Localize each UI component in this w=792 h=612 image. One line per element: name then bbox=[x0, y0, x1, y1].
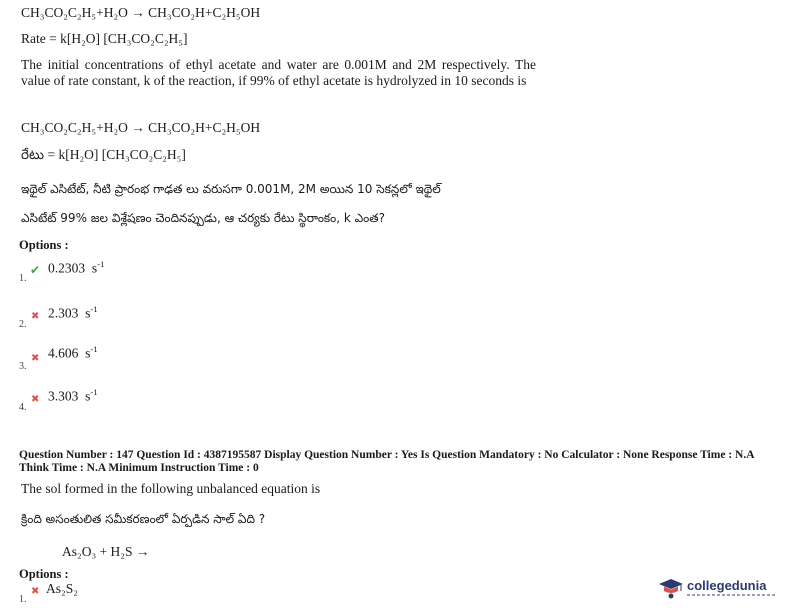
q1-question-text-en: The initial concentrations of ethyl acetate and water are 0.001M and 2M respectively. The value of rate constant, k of the reaction, if 99% of ethyl acetate is hydrolyzed in 10 seconds is bbox=[21, 57, 536, 88]
option-exponent: -1 bbox=[97, 259, 105, 269]
q2-equation: As₂O₃ + H₂S → bbox=[62, 544, 150, 559]
option-unit: s bbox=[85, 345, 91, 361]
graduate-cap-icon bbox=[658, 577, 684, 599]
q1-rate-law-te: రేటు = k[H₂O] [CH₃CO₂C₂H₅] bbox=[21, 147, 186, 162]
wrong-cross-icon: ✖ bbox=[31, 353, 40, 364]
q1-option-1-number: 1. bbox=[19, 273, 27, 284]
q1-option-4-number: 4. bbox=[19, 402, 27, 413]
q1-rate-law-en: Rate = k[H₂O] [CH₃CO₂C₂H₅] bbox=[21, 31, 188, 46]
option-unit: s bbox=[85, 388, 91, 404]
option-exponent: -1 bbox=[90, 304, 98, 314]
q2-option-1-number: 1. bbox=[19, 594, 27, 605]
collegedunia-logo bbox=[658, 574, 784, 602]
logo-wordmark: collegedunia bbox=[687, 580, 775, 596]
option-value: 4.606 bbox=[48, 345, 79, 361]
q2-question-text-en: The sol formed in the following unbalanced equation is bbox=[21, 481, 321, 496]
q1-option-3[interactable] bbox=[48, 344, 98, 362]
q1-equation-en: CH₃CO₂C₂H₅+H₂O → CH₃CO₂H+C₂H₅OH bbox=[21, 5, 261, 20]
q1-option-2-number: 2. bbox=[19, 319, 27, 330]
wrong-cross-icon: ✖ bbox=[31, 394, 40, 405]
q1-option-3-number: 3. bbox=[19, 361, 27, 372]
wrong-cross-icon: ✖ bbox=[31, 586, 40, 597]
q1-option-2[interactable] bbox=[48, 304, 98, 322]
option-unit: s bbox=[91, 260, 98, 276]
q1-question-text-te-line2: ఎసిటేట్ 99% జల విశ్లేషణం చెందినప్పుడు, ఆ చర్యకు రేటు స్థిరాంకం, k ఎంత? bbox=[21, 211, 385, 225]
correct-check-icon: ✔ bbox=[30, 263, 41, 277]
option-value: 0.2303 bbox=[48, 260, 86, 276]
option-exponent: -1 bbox=[90, 344, 98, 354]
option-value: 3.303 bbox=[48, 388, 79, 404]
q1-option-4[interactable] bbox=[48, 387, 98, 405]
q2-options-label: Options : bbox=[19, 567, 69, 581]
option-value: 2.303 bbox=[48, 305, 79, 321]
q1-options-label: Options : bbox=[19, 238, 69, 252]
q2-question-text-te: క్రింది అసంతులిత సమీకరణంలో ఏర్పడిన సాల్ ఏది ? bbox=[21, 512, 266, 526]
wrong-cross-icon: ✖ bbox=[31, 311, 40, 322]
q1-equation-te: CH₃CO₂C₂H₅+H₂O → CH₃CO₂H+C₂H₅OH bbox=[21, 120, 261, 135]
option-unit: s bbox=[85, 305, 91, 321]
q1-option-1[interactable] bbox=[48, 259, 104, 277]
q1-question-text-te-line1: ఇథైల్ ఎసిటేట్, నీటి ప్రారంభ గాఢత లు వరుసగా 0.001M, 2M అయిన 10 సెకన్లలో ఇథైల్ bbox=[21, 182, 441, 196]
q2-option-1[interactable]: As₂S₂ bbox=[46, 581, 78, 596]
q2-info-line: Question Number : 147 Question Id : 4387195587 Display Question Number : Yes Is Question Mandatory : No Calculator : None Response Time : N.A Think Time : N.A Minimum Instruction Time : 0 bbox=[19, 449, 754, 474]
option-exponent: -1 bbox=[90, 387, 98, 397]
